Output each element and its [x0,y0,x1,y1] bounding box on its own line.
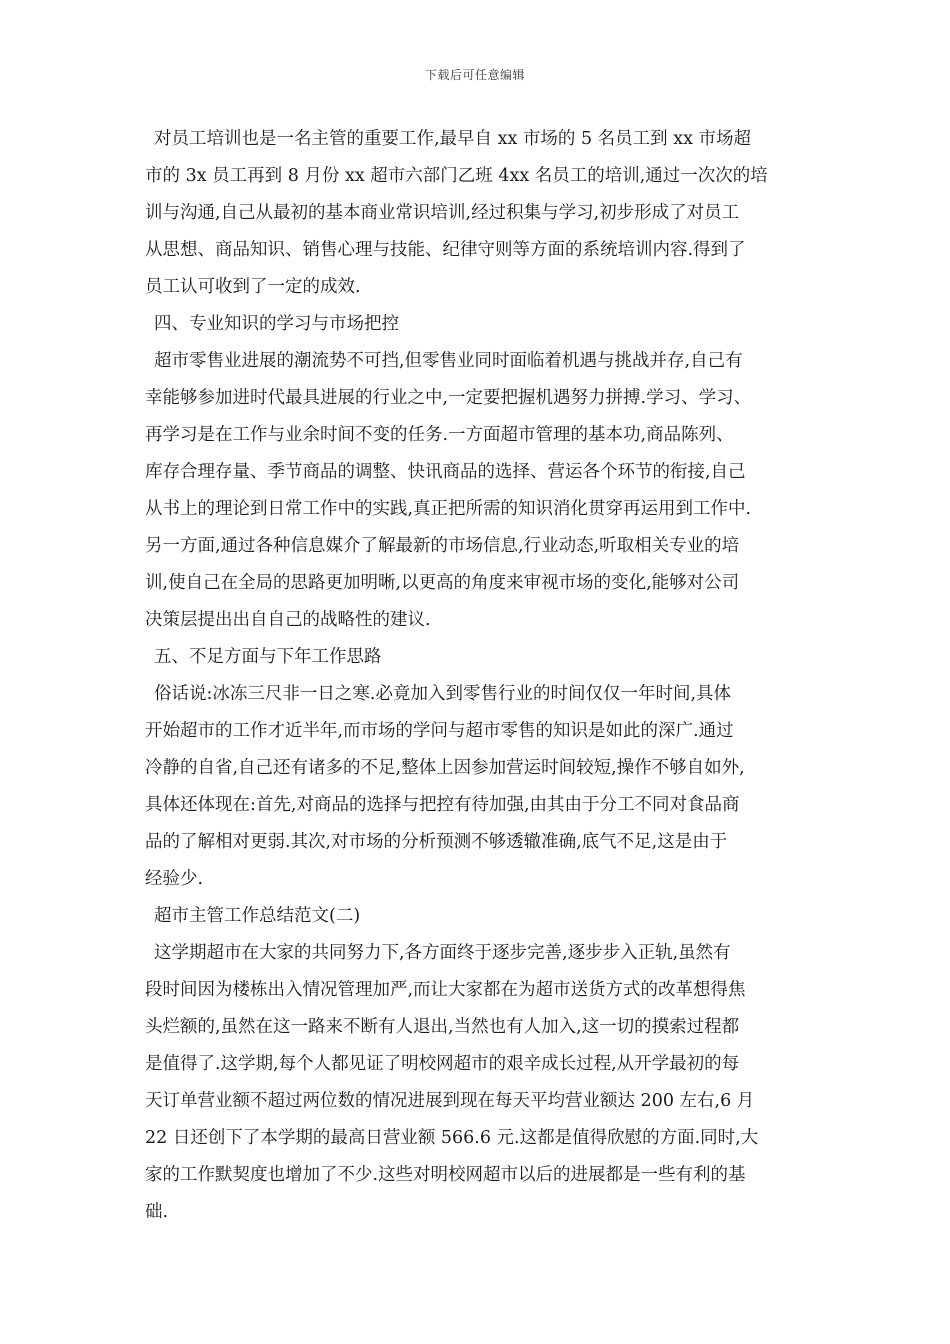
text-line: 再学习是在工作与业余时间不变的任务.一方面超市管理的基本功,商品陈列、 [145,425,734,445]
section-heading: 五、不足方面与下年工作思路 [154,647,382,667]
text-line: 础. [145,1202,169,1222]
text-line: 开始超市的工作才近半年,而市场的学问与超市零售的知识是如此的深广.通过 [145,721,734,741]
page-header: 下载后可任意编辑 [424,68,525,82]
text-line: 家的工作默契度也增加了不少.这些对明校网超市以后的进展都是一些有利的基 [145,1165,746,1185]
text-line: 员工认可收到了一定的成效. [145,277,361,297]
text-line: 段时间因为楼栋出入情况管理加严,而让大家都在为超市送货方式的改革想得焦 [145,980,746,1000]
text-line: 冷静的自省,自己还有诸多的不足,整体上因参加营运时间较短,操作不够自如外, [145,758,745,778]
text-line: 是值得了.这学期,每个人都见证了明校网超市的艰辛成长过程,从开学最初的每 [145,1054,740,1074]
section-heading: 超市主管工作总结范文(二) [154,906,361,926]
text-line: 品的了解相对更弱.其次,对市场的分析预测不够透辙准确,底气不足,这是由于 [145,832,728,852]
text-line: 决策层提出出自自己的战略性的建议. [145,610,431,630]
text-line: 从书上的理论到日常工作中的实践,真正把所需的知识消化贯穿再运用到工作中. [145,499,752,519]
text-line: 俗话说:冰冻三尺非一日之寒.必竟加入到零售行业的时间仅仅一年时间,具体 [154,684,732,704]
document-body [145,121,807,1231]
text-line: 市的 3x 员工再到 8 月份 xx 超市六部门乙班 4xx 名员工的培训,通过一次次的培 [145,166,768,186]
text-line: 对员工培训也是一名主管的重要工作,最早自 xx 市场的 5 名员工到 xx 市场超 [154,129,752,149]
text-line: 另一方面,通过各种信息媒介了解最新的市场信息,行业动态,听取相关专业的培 [145,536,740,556]
section-heading: 四、专业知识的学习与市场把控 [154,314,399,334]
text-line: 天订单营业额不超过两位数的情况进展到现在每天平均营业额达 200 左右,6 月 [145,1091,755,1111]
text-line: 22 日还创下了本学期的最高日营业额 566.6 元.这都是值得欣慰的方面.同时,大 [145,1128,759,1148]
text-line: 训,使自己在全局的思路更加明晰,以更高的角度来审视市场的变化,能够对公司 [145,573,740,593]
text-line: 训与沟通,自己从最初的基本商业常识培训,经过积集与学习,初步形成了对员工 [145,203,740,223]
text-line: 幸能够参加进时代最具进展的行业之中,一定要把握机遇努力拼搏.学习、学习、 [145,388,752,408]
text-line: 头烂额的,虽然在这一路来不断有人退出,当然也有人加入,这一切的摸索过程都 [145,1017,740,1037]
text-line: 从思想、商品知识、销售心理与技能、纪律守则等方面的系统培训内容.得到了 [145,240,746,260]
text-line: 经验少. [145,869,204,889]
text-line: 库存合理存量、季节商品的调整、快讯商品的选择、营运各个环节的衔接,自己 [145,462,746,482]
text-line: 具体还体现在:首先,对商品的选择与把控有待加强,由其由于分工不同对食品商 [145,795,740,815]
text-line: 这学期超市在大家的共同努力下,各方面终于逐步完善,逐步步入正轨,虽然有 [154,943,731,963]
text-line: 超市零售业进展的潮流势不可挡,但零售业同时面临着机遇与挑战并存,自己有 [154,351,743,371]
